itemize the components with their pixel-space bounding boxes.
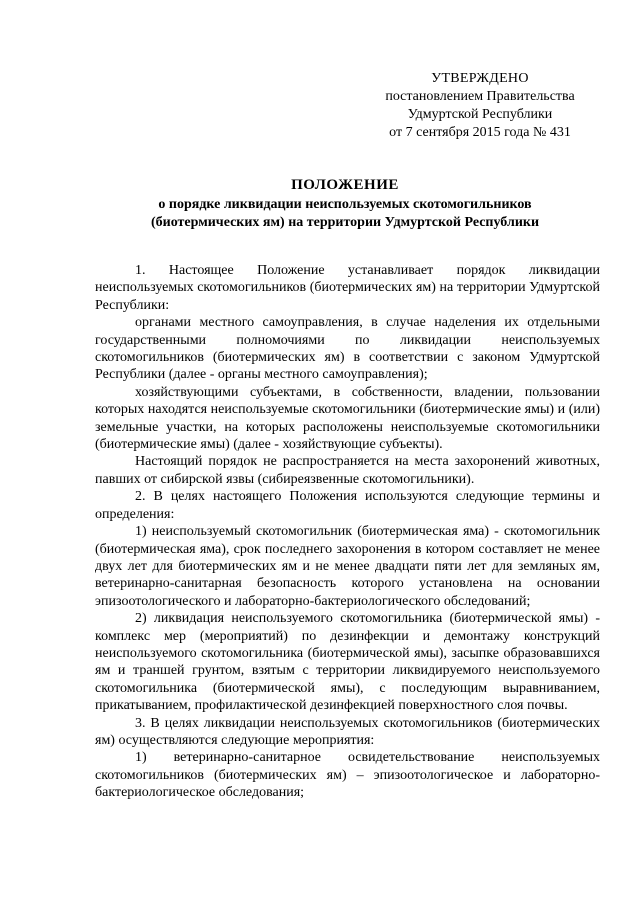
paragraph: 3. В целях ликвидации неиспользуемых скотомогильников (биотермических ям) осуществляются следующие мероприятия:: [95, 715, 600, 748]
paragraph: 2) ликвидация неиспользуемого скотомогильника (биотермической ямы) - комплекс мер (мероприятий) по дезинфекции и демонтажу конструкций неиспользуемого скотомогильника (биотермической ямы), засыпке образовавшихся ям и траншей грунтом, взятым с территории ликвидируемого неиспользуемого скотомогильника (биотермической ямы), с последующим выравниванием, прикатыванием, профилактической дезинфекцией поверхностного слоя почвы.: [95, 611, 600, 714]
document-subtitle-line-2: (биотермических ям) на территории Удмуртской Республики: [150, 215, 540, 230]
paragraph: 1) ветеринарно-санитарное освидетельствование неиспользуемых скотомогильников (биотермических ям) – эпизоотологическое и лабораторно-бактериологическое обследования;: [95, 750, 600, 801]
paragraph: 2. В целях настоящего Положения используются следующие термины и определения:: [95, 489, 600, 522]
document-title: ПОЛОЖЕНИЕ: [291, 177, 399, 193]
document-body: [95, 262, 600, 802]
paragraph: 1) неиспользуемый скотомогильник (биотермическая яма) - скотомогильник (биотермическая яма), срок последнего захоронения в котором составляет не менее двух лет для биотермических ям и не менее двадцати пяти лет для земляных ям, ветеринарно-санитарная безопасность которого установлена на основании эпизоотологического и лабораторно-бактериологического обследований;: [95, 524, 600, 609]
approval-line-1: постановлением Правительства: [385, 89, 575, 104]
paragraph: Настоящий порядок не распространяется на места захоронений животных, павших от сибирской язвы (сибиреязвенные скотомогильники).: [95, 454, 600, 487]
paragraph: органами местного самоуправления, в случае наделения их отдельными государственными полномочиями по ликвидации неиспользуемых скотомогильников (биотермических ям) в соответствии с законом Удмуртской Республики (далее - органы местного самоуправления);: [95, 315, 600, 383]
paragraph: 1. Настоящее Положение устанавливает порядок ликвидации неиспользуемых скотомогильников (биотермических ям) на территории Удмуртской Республики:: [95, 263, 600, 313]
document-heading: [90, 176, 600, 232]
approval-line-3: от 7 сентября 2015 года № 431: [389, 125, 571, 140]
document-subtitle-line-1: о порядке ликвидации неиспользуемых скотомогильников: [158, 197, 532, 212]
approval-stamp: УТВЕРЖДЕНО: [431, 71, 529, 86]
paragraph: хозяйствующими субъектами, в собственности, владении, пользовании которых находятся неиспользуемые скотомогильники (биотермические ямы) и (или) земельные участки, на которых расположены неиспользуемые скотомогильники (биотермические ямы) (далее - хозяйствующие субъекты).: [95, 384, 600, 453]
approval-line-2: Удмуртской Республики: [407, 107, 553, 122]
approval-block: [360, 70, 600, 142]
